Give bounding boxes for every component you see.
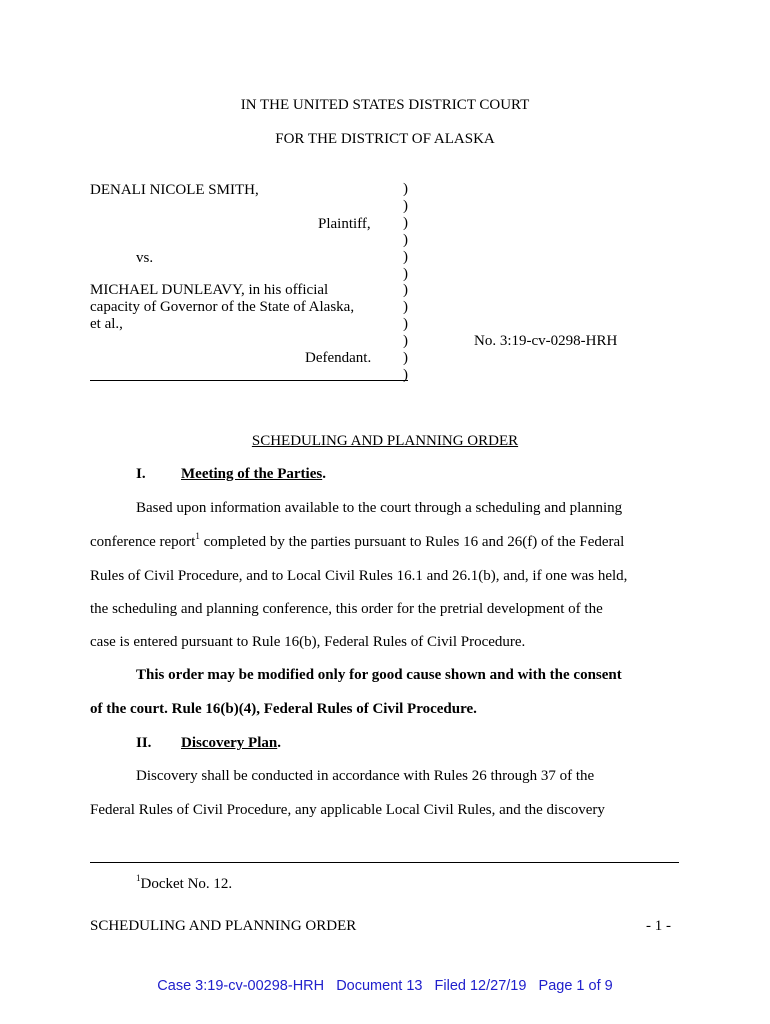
section2-heading xyxy=(181,735,281,752)
court-name: IN THE UNITED STATES DISTRICT COURT xyxy=(240,97,530,113)
footnote-marker: 1 xyxy=(136,873,141,883)
section1-period: . xyxy=(322,466,326,482)
ecf-header-stamp: Case 3:19-cv-00298-HRH Document 13 Filed 12/27/19 Page 1 of 9 xyxy=(157,978,613,994)
case-number: No. 3:19-cv-0298-HRH xyxy=(474,333,618,349)
versus-label: vs. xyxy=(136,250,154,266)
paragraph2-line1: This order may be modified only for good cause shown and with the consent xyxy=(136,667,622,683)
plaintiff-role: Plaintiff, xyxy=(318,216,371,232)
footer-title: SCHEDULING AND PLANNING ORDER xyxy=(90,918,357,934)
defendant-role: Defendant. xyxy=(305,350,372,366)
paragraph2-line2: of the court. Rule 16(b)(4), Federal Rules of Civil Procedure. xyxy=(90,701,477,717)
caption-parentheses: ) ) ) ) ) ) ) ) ) ) ) ) xyxy=(403,181,408,383)
section2-title: Discovery Plan xyxy=(181,735,278,751)
section1-heading xyxy=(181,466,326,483)
section2-number: II. xyxy=(136,735,152,751)
court-district: FOR THE DISTRICT OF ALASKA xyxy=(275,131,495,147)
defendant-name-line2: capacity of Governor of the State of Alaska, xyxy=(90,299,355,315)
paragraph1-line4: the scheduling and planning conference, this order for the pretrial development of the xyxy=(90,601,603,617)
paragraph1-line2 xyxy=(90,531,625,551)
paragraph1-line2b: completed by the parties pursuant to Rules 16 and 26(f) of the Federal xyxy=(199,534,625,550)
paragraph3-line2: Federal Rules of Civil Procedure, any applicable Local Civil Rules, and the discovery xyxy=(90,802,605,818)
caption-underline xyxy=(90,380,408,381)
section1-number: I. xyxy=(136,466,146,482)
footer-page-number: - 1 - xyxy=(646,918,671,934)
order-title: SCHEDULING AND PLANNING ORDER xyxy=(251,433,519,449)
footnote-text: Docket No. 12. xyxy=(140,876,233,892)
paragraph1-line3: Rules of Civil Procedure, and to Local Civil Rules 16.1 and 26.1(b), and, if one was held, xyxy=(90,568,628,584)
defendant-name-line1: MICHAEL DUNLEAVY, in his official xyxy=(90,282,329,298)
paragraph1-line1: Based upon information available to the court through a scheduling and planning xyxy=(136,500,623,516)
paragraph1-line2a: conference report xyxy=(90,534,196,550)
footnote-reference: 1 xyxy=(195,531,200,541)
paragraph1-line5: case is entered pursuant to Rule 16(b), Federal Rules of Civil Procedure. xyxy=(90,634,526,650)
paragraph3-line1: Discovery shall be conducted in accordance with Rules 26 through 37 of the xyxy=(136,768,595,784)
footnote-separator xyxy=(90,862,679,863)
section2-period: . xyxy=(277,735,281,751)
defendant-name-line3: et al., xyxy=(90,316,123,332)
plaintiff-name: DENALI NICOLE SMITH, xyxy=(90,182,259,198)
footnote xyxy=(136,873,233,893)
section1-title: Meeting of the Parties xyxy=(181,466,323,482)
